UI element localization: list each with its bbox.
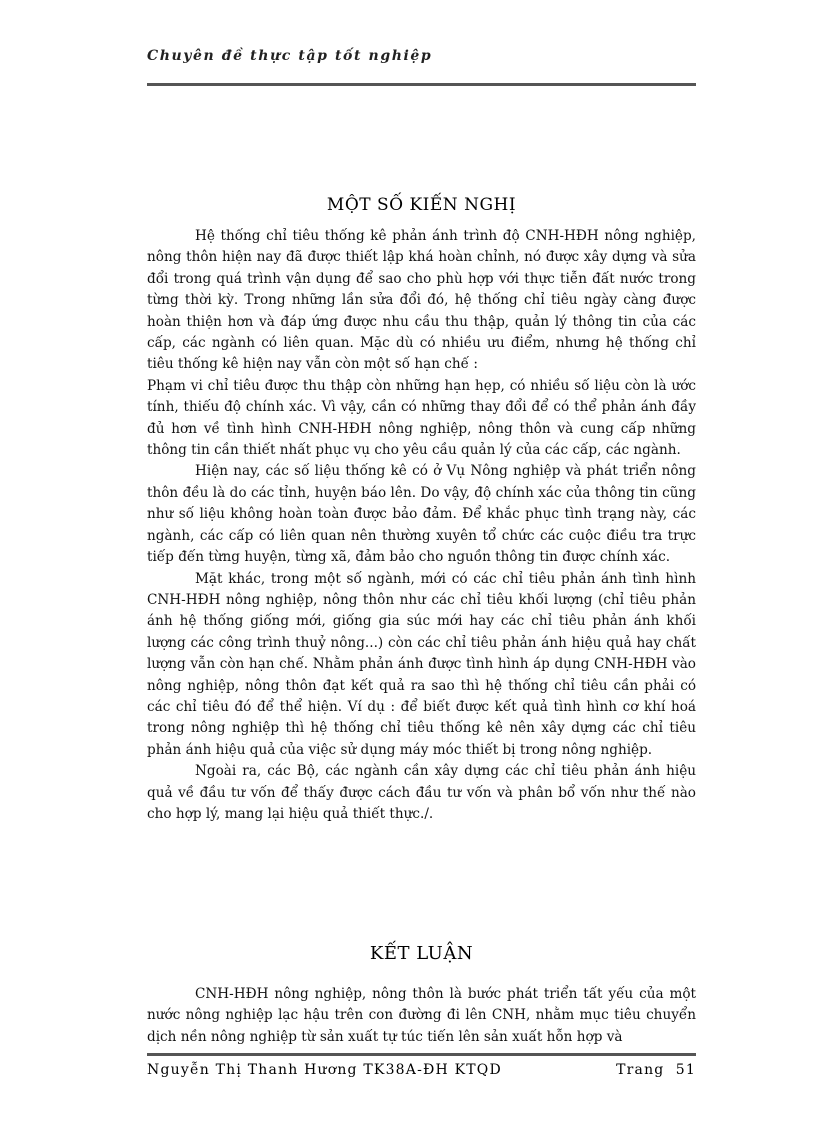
section-title-recommendations: MỘT SỐ KIẾN NGHỊ xyxy=(326,195,517,215)
header-divider xyxy=(147,83,696,86)
footer-author: Nguyễn Thị Thanh Hương TK38A-ĐH KTQD xyxy=(147,1062,502,1078)
section-title-conclusion: KẾT LUẬN xyxy=(369,943,474,964)
paragraph: Phạm vi chỉ tiêu được thu thập còn những hạn hẹp, có nhiều số liệu còn là ước tính, thiếu độ chính xác. Vì vậy, cần có những thay đổi để có thể phản ánh đầy đủ hơn về tình hình CNH-HĐH nông nghiệp, nông thôn và cung cấp những thông tin cần thiết nhất phục vụ cho yêu cầu quản lý của các cấp, các ngành. xyxy=(147,377,696,459)
paragraph: Hệ thống chỉ tiêu thống kê phản ánh trình độ CNH-HĐH nông nghiệp, nông thôn hiện nay đã được thiết lập khá hoàn chỉnh, nó được xây dựng và sửa đổi trong quá trình vận dụng để sao cho phù hợp với thực tiễn đất nước trong từng thời kỳ. Trong những lần sửa đổi đó, hệ thống chỉ tiêu ngày càng được hoàn thiện hơn và đáp ứng được nhu cầu thu thập, quản lý thông tin của các cấp, các ngành có liên quan. Mặc dù có nhiều ưu điểm, nhưng hệ thống chỉ tiêu thống kê hiện nay vẫn còn một số hạn chế : xyxy=(147,228,696,373)
paragraph: Hiện nay, các số liệu thống kê có ở Vụ Nông nghiệp và phát triển nông thôn đều là do các tỉnh, huyện báo lên. Do vậy, độ chính xác của thông tin cũng như số liệu không hoàn toàn được bảo đảm. Để khắc phục tình trạng này, các ngành, các cấp có liên quan nên thường xuyên tổ chức các cuộc điều tra trực tiếp đến từng huyện, từng xã, đảm bảo cho nguồn thông tin được chính xác. xyxy=(147,463,696,566)
header-title: Chuyên đề thực tập tốt nghiệp xyxy=(147,48,433,64)
page-header xyxy=(147,46,696,66)
conclusion-body xyxy=(147,984,696,1048)
footer-divider xyxy=(147,1053,696,1056)
page-number xyxy=(616,1060,696,1080)
page-label: Trang xyxy=(616,1062,665,1078)
paragraph: Ngoài ra, các Bộ, các ngành cần xây dựng các chỉ tiêu phản ánh hiệu quả về đầu tư vốn để thấy được cách đầu tư vốn và phân bổ vốn như thế nào cho hợp lý, mang lại hiệu quả thiết thực./. xyxy=(147,763,696,822)
recommendations-body xyxy=(147,226,696,825)
paragraph: Mặt khác, trong một số ngành, mới có các chỉ tiêu phản ánh tình hình CNH-HĐH nông nghiệp, nông thôn như các chỉ tiêu khối lượng (chỉ tiêu phản ánh hệ thống giống mới, giống gia súc mới hay các chỉ tiêu phản ánh khối lượng các công trình thuỷ nông...) còn các chỉ tiêu phản ánh hiệu quả hay chất lượng vẫn còn hạn chế. Nhằm phản ánh được tình hình áp dụng CNH-HĐH vào nông nghiệp, nông thôn đạt kết quả ra sao thì hệ thống chỉ tiêu cần phải có các chỉ tiêu đó để thể hiện. Ví dụ : để biết được kết quả tình hình cơ khí hoá trong nông nghiệp thì hệ thống chỉ tiêu thống kê nên xây dựng các chỉ tiêu phản ánh hiệu quả của việc sử dụng máy móc thiết bị trong nông nghiệp. xyxy=(147,570,696,758)
paragraph: CNH-HĐH nông nghiệp, nông thôn là bước phát triển tất yếu của một nước nông nghiệp lạc hậu trên con đường đi lên CNH, nhằm mục tiêu chuyển dịch nền nông nghiệp từ sản xuất tự túc tiến lên sản xuất hỗn hợp và xyxy=(147,986,696,1045)
page-number-value: 51 xyxy=(675,1062,696,1078)
